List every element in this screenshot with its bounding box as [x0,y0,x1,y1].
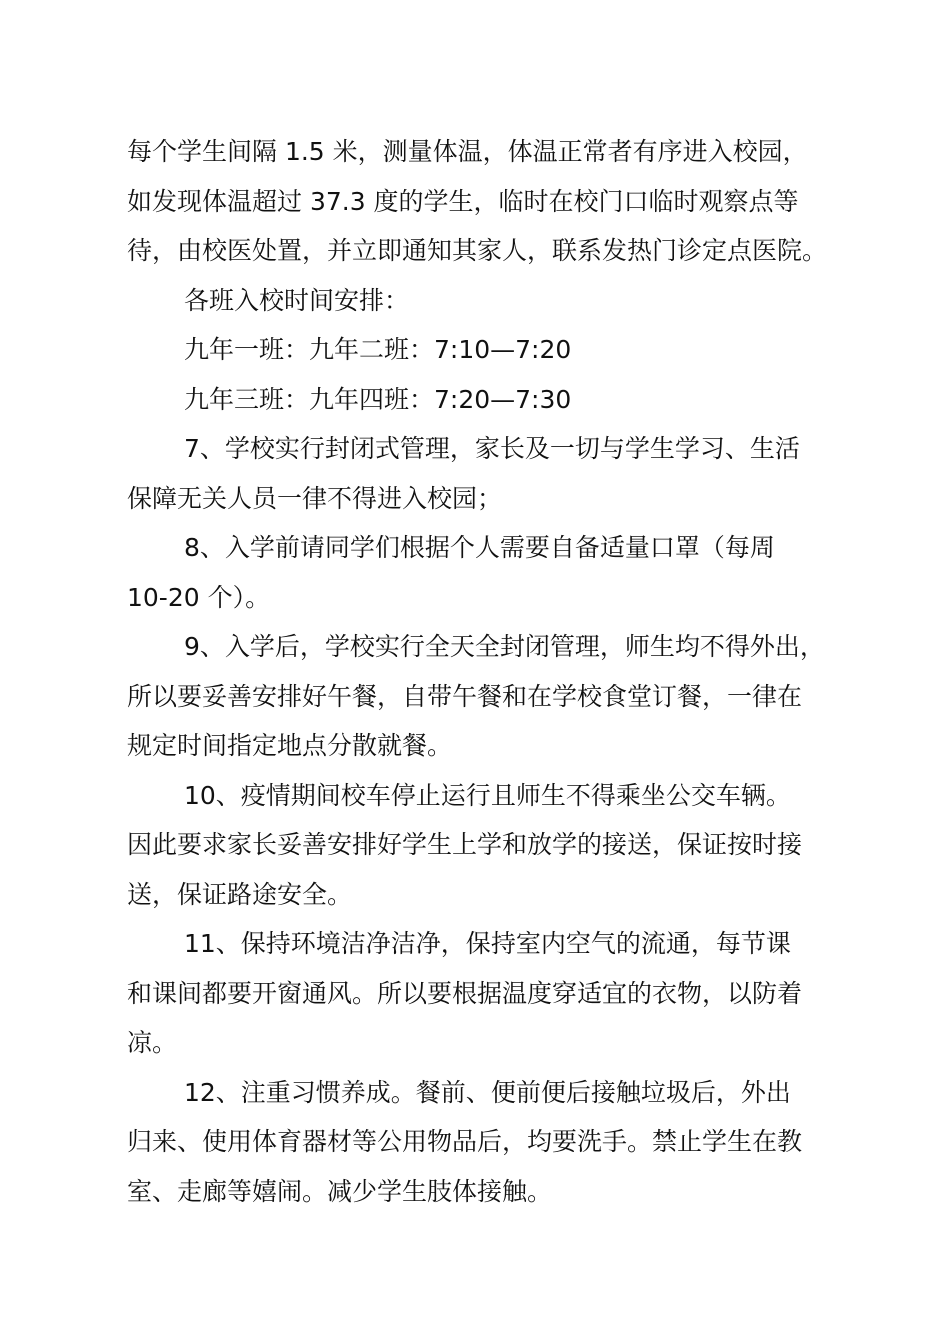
paragraph [127,919,827,1068]
text-line: 如发现体温超过 37.3 度的学生，临时在校门口临时观察点等 [127,186,799,216]
paragraph [127,127,827,276]
text-line: 规定时间指定地点分散就餐。 [127,731,453,760]
paragraph [127,276,827,326]
text-line: 送，保证路途安全。 [127,879,353,909]
paragraph [127,771,827,920]
text-line: 所以要妥善安排好午餐，自带午餐和在学校食堂订餐，一律在 [127,681,803,711]
text-line: 待，由校医处置，并立即通知其家人，联系发热门诊定点医院。 [127,236,828,265]
text-line: 九年三班：九年四班：7:20—7:30 [184,384,572,414]
text-line: 和课间都要开窗通风。所以要根据温度穿适宜的衣物，以防着 [127,978,803,1008]
text-line: 10-20 个）。 [127,582,271,612]
text-line: 归来、使用体育器材等公用物品后，均要洗手。禁止学生在教 [127,1127,803,1156]
paragraph [127,325,827,375]
text-line: 因此要求家长妥善安排好学生上学和放学的接送，保证按时接 [127,830,803,859]
text-line: 九年一班：九年二班：7:10—7:20 [184,335,572,364]
paragraph [127,523,827,622]
paragraph [127,375,827,425]
paragraph [127,424,827,523]
text-line: 11、保持环境洁净洁净，保持室内空气的流通，每节课 [184,929,791,958]
text-line: 8、入学前请同学们根据个人需要自备适量口罩（每周 [184,533,775,562]
text-line: 12、注重习惯养成。餐前、便前便后接触垃圾后，外出 [184,1077,791,1107]
paragraph [127,1068,827,1217]
text-line: 9、入学后，学校实行全天全封闭管理，师生均不得外出， [184,632,825,661]
text-line: 凉。 [127,1028,178,1057]
text-line: 保障无关人员一律不得进入校园； [127,483,503,513]
text-line: 每个学生间隔 1.5 米，测量体温，体温正常者有序进入校园， [127,137,808,166]
document-body [127,127,827,1216]
paragraph [127,622,827,771]
text-line: 7、学校实行封闭式管理，家长及一切与学生学习、生活 [184,434,800,463]
text-line: 室、走廊等嬉闹。减少学生肢体接触。 [127,1176,553,1206]
text-line: 10、疫情期间校车停止运行且师生不得乘坐公交车辆。 [184,780,791,810]
text-line: 各班入校时间安排： [184,285,410,315]
